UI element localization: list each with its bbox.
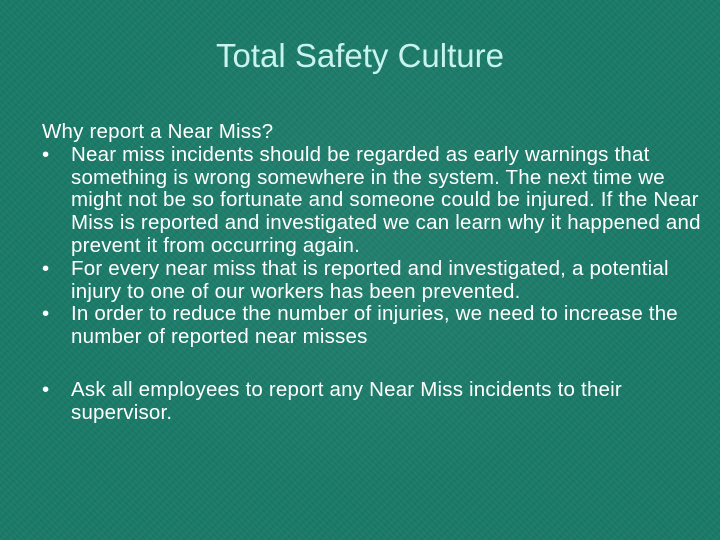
bullet-icon: •	[42, 256, 50, 280]
bullet-icon: •	[42, 377, 50, 401]
bullet-text: Near miss incidents should be regarded as early warnings that something is wrong somewhere in the system. The next time we might not be so fortunate and someone could be injured. If the Near Miss is reported and investigated we can learn why it happened and prevent it from occurring again.	[71, 142, 701, 257]
slide-heading: Why report a Near Miss?	[42, 120, 274, 143]
bullet-list-final	[42, 379, 702, 425]
spacer	[42, 349, 702, 379]
bullet-item	[42, 379, 702, 425]
bullet-icon: •	[42, 142, 50, 166]
slide-body	[42, 121, 702, 425]
bullet-text: Ask all employees to report any Near Miss incidents to their supervisor.	[71, 377, 622, 424]
bullet-icon: •	[42, 302, 50, 326]
bullet-list	[42, 144, 702, 349]
bullet-text: For every near miss that is reported and investigated, a potential injury to one of our workers has been prevented.	[71, 256, 669, 303]
slide-title: Total Safety Culture	[216, 37, 504, 74]
bullet-item	[42, 144, 702, 258]
bullet-item	[42, 258, 702, 304]
bullet-text: In order to reduce the number of injuries, we need to increase the number of reported near misses	[71, 302, 678, 349]
bullet-item	[42, 303, 702, 349]
